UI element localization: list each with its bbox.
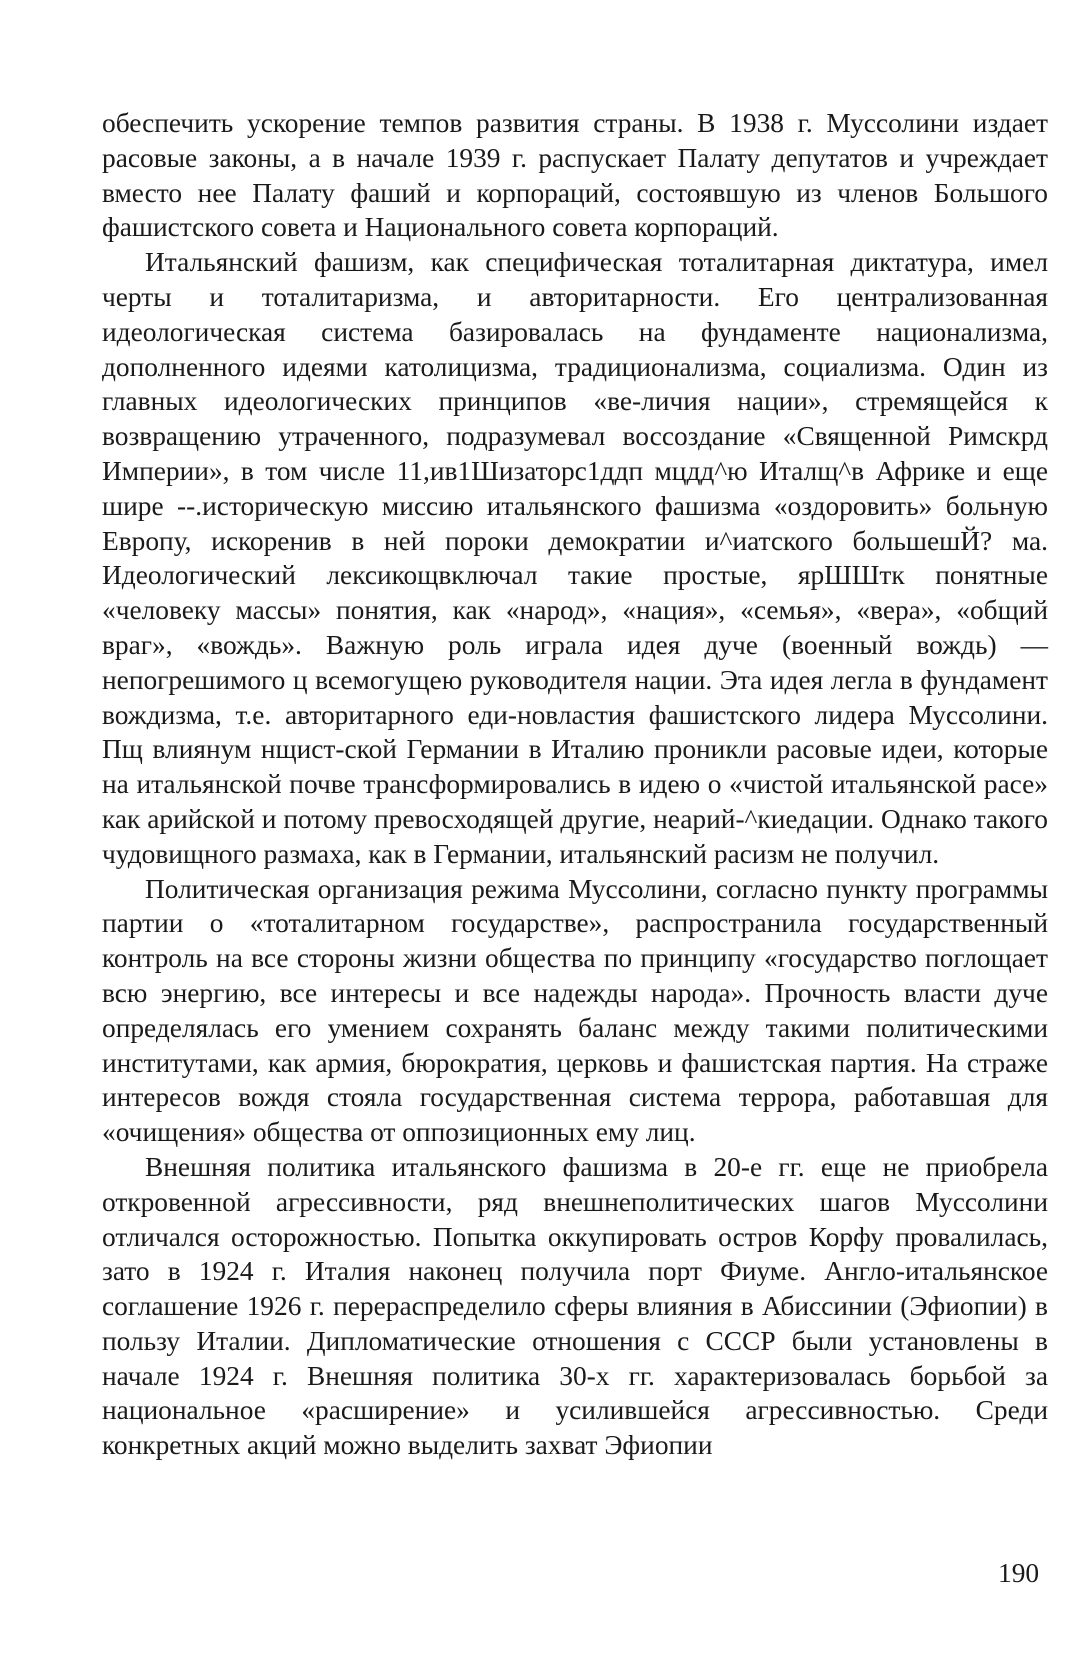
paragraph-4: Внешняя политика итальянского фашизма в 20-е гг. еще не приобрела откровенной агрессивности, ряд внешнеполитических шагов Муссолини отличался осторожностью. Попытка оккупировать остров Корфу провалилась, зато в 1924 г. Италия наконец получила порт Фиуме. Англо-итальянское соглашение 1926 г. перераспределило сферы влияния в Абиссинии (Эфиопии) в пользу Италии. Дипломатические отношения с СССР были установлены в начале 1924 г. Внешняя политика 30-х гг. характеризовалась борьбой за национальное «расширение» и усилившейся агрессивностью. Среди конкретных акций можно выделить захват Эфиопии [102, 1151, 1048, 1461]
paragraph-1: обеспечить ускорение темпов развития страны. В 1938 г. Муссолини издает расовые законы, а в начале 1939 г. распускает Палату депутатов и учреждает вместо нее Палату фаший и корпораций, состоявшую из членов Большого фашистского совета и Национального совета корпораций. [102, 108, 1048, 243]
paragraph-3: Политическая организация режима Муссолини, согласно пункту программы партии о «тоталитарном государстве», распространила государственный контроль на все стороны жизни общества по принципу «государство поглощает всю энергию, все интересы и все надежды народа». Прочность власти дуче определялась его умением сохранять баланс между такими политическими институтами, как армия, бюрократия, церковь и фашистская партия. На страже интересов вождя стояла государственная система террора, работавшая для «очищения» общества от оппозиционных ему лиц. [102, 873, 1048, 1148]
page-number: 190 [998, 1558, 1040, 1588]
paragraph-2: Итальянский фашизм, как специфическая тоталитарная диктатура, имел черты и тоталитаризма, и авторитарности. Его централизованная идеологическая система базировалась на фундаменте национализма, дополненного идеями католицизма, традиционализма, социализма. Один из главных идеологических принципов «ве-личия нации», стремящейся к возвращению утраченного, подразумевал воссоздание «Священной Римскрд Империи», в том числе 11,ив1Шизаторс1ддп мцдд^ю Италщ^в Африке и еще шире --.историческую миссию итальянского фашизма «оздоровить» больную Европу, искоренив в ней пороки демократии и^иатского большешЙ? ма. Идеологический лексикощвключал такие простые, ярШШтк понятные «человеку массы» понятия, как «народ», «нация», «семья», «вера», «общий враг», «вождь». Важную роль играла идея дуче (военный вождь) — непогрешимого ц всемогущею руководителя нации. Эта идея легла в фундамент вождизма, т.е. авторитарного еди-новластия фашистского лидера Муссолини. Пщ влиянум нщист-ской Германии в Италию проникли расовые идеи, которые на итальянской почве трансформировались в идею о «чистой итальянской расе» как арийской и потому превосходящей другие, неарий-^киедации. Однако такого чудовищного размаха, как в Германии, итальянский расизм не получил. [102, 247, 1048, 869]
document-body [102, 106, 1048, 1463]
